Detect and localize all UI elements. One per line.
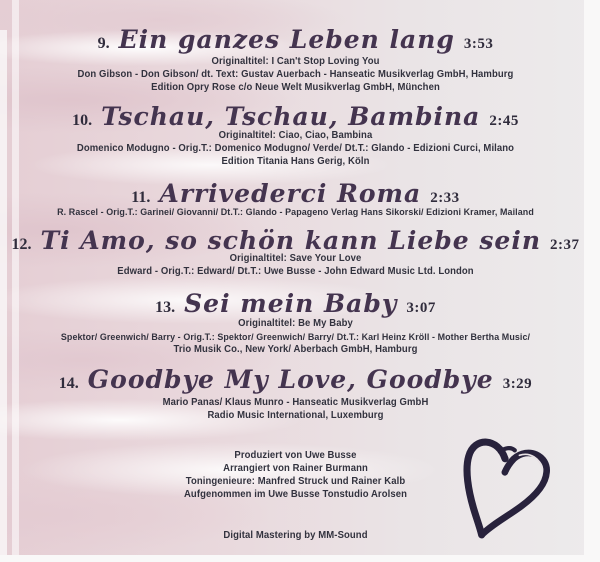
track-number: 10. xyxy=(72,112,93,129)
credit-line: Don Gibson - Don Gibson/ dt. Text: Gustav Auerbach - Hanseatic Musikverlag GmbH, Hamburg xyxy=(77,69,514,80)
track-entry-14 xyxy=(7,365,584,422)
track-original-title: Originaltitel: Be My Baby xyxy=(238,318,353,329)
scan-edge-bottom xyxy=(0,555,600,562)
track-title: Ti Amo, so schön kann Liebe sein xyxy=(40,226,542,255)
track-title-row xyxy=(7,289,584,317)
credit-line: Edition Opry Rose c/o Neue Welt Musikverlag GmbH, München xyxy=(151,82,440,93)
production-line: Arrangiert von Rainer Burmann xyxy=(223,463,368,474)
scan-edge-right xyxy=(584,0,600,562)
track-entry-9 xyxy=(7,25,584,94)
track-number: 13. xyxy=(155,299,176,316)
track-title: Goodbye My Love, Goodbye xyxy=(87,365,494,394)
credit-line: Mario Panas/ Klaus Munro - Hanseatic Musikverlag GmbH xyxy=(162,397,429,408)
track-title-row xyxy=(7,226,584,255)
track-original-title: Originaltitel: I Can't Stop Loving You xyxy=(211,56,380,67)
track-entry-10 xyxy=(7,102,584,168)
track-duration: 2:37 xyxy=(550,237,580,253)
track-duration: 3:29 xyxy=(502,376,533,392)
credit-line: Edition Titania Hans Gerig, Köln xyxy=(221,156,370,167)
production-line: Produziert von Uwe Busse xyxy=(234,450,357,461)
track-title-row xyxy=(7,102,584,129)
track-duration: 2:33 xyxy=(430,190,460,206)
track-number: 11. xyxy=(131,189,151,206)
track-entry-11 xyxy=(7,179,584,218)
track-original-title: Originaltitel: Ciao, Ciao, Bambina xyxy=(218,130,373,141)
credit-line: Spektor/ Greenwich/ Barry - Orig.T.: Spektor/ Greenwich/ Barry/ Dt.T.: Karl Heinz Kröll - Mother Bertha Music/ xyxy=(60,331,531,342)
track-entry-12 xyxy=(7,226,584,278)
credit-line: Domenico Modugno - Orig.T.: Domenico Modugno/ Verde/ Dt.T.: Glando - Edizioni Curci, Milano xyxy=(76,143,515,154)
track-title-row xyxy=(7,25,584,55)
track-title-row xyxy=(7,365,584,396)
track-number: 12. xyxy=(11,236,32,253)
track-title: Arrivederci Roma xyxy=(159,179,422,208)
track-original-title: Originaltitel: Save Your Love xyxy=(229,253,362,264)
track-title-row xyxy=(7,179,584,208)
production-line: Aufgenommen im Uwe Busse Tonstudio Arolsen xyxy=(183,489,408,500)
track-duration: 3:07 xyxy=(406,300,436,316)
track-title: Tschau, Tschau, Bambina xyxy=(101,102,481,131)
track-entry-13 xyxy=(7,289,584,356)
track-number: 14. xyxy=(58,375,79,392)
track-title: Sei mein Baby xyxy=(184,289,398,318)
production-line: Toningenieure: Manfred Struck und Rainer Kalb xyxy=(185,476,406,487)
credit-line: Radio Music International, Luxemburg xyxy=(207,410,384,421)
track-duration: 3:53 xyxy=(463,36,494,52)
credit-line: R. Rascel - Orig.T.: Garinei/ Giovanni/ Dt.T.: Glando - Papageno Verlag Hans Sikorski/ Edizioni Kramer, Mailand xyxy=(57,206,534,217)
scan-edge-left xyxy=(0,30,7,562)
mastering-line: Digital Mastering by MM-Sound xyxy=(223,530,368,541)
credit-line: Trio Musik Co., New York/ Aberbach GmbH, Hamburg xyxy=(173,344,418,355)
track-title: Ein ganzes Leben lang xyxy=(118,25,455,54)
credit-line: Edward - Orig.T.: Edward/ Dt.T.: Uwe Busse - John Edward Music Ltd. London xyxy=(117,266,474,277)
track-number: 9. xyxy=(97,35,110,52)
track-duration: 2:45 xyxy=(489,113,519,129)
